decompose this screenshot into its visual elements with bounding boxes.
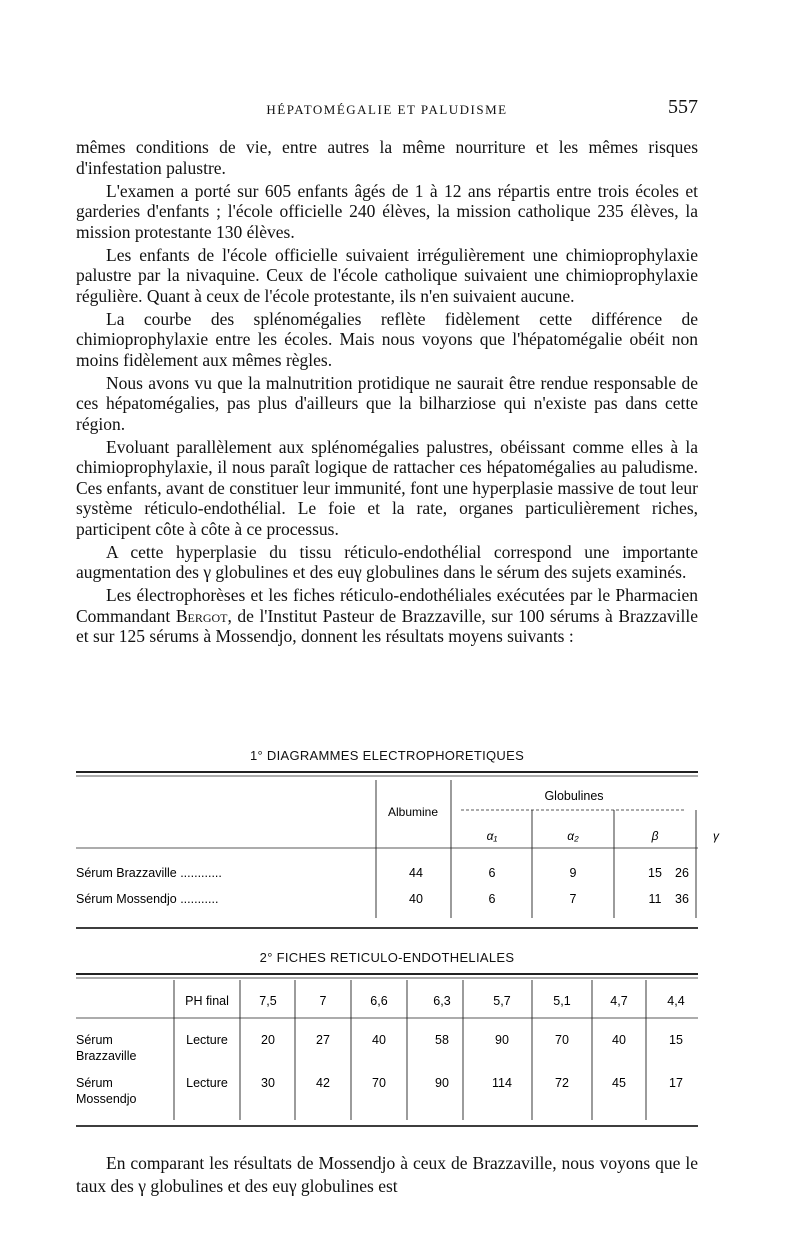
cell: 9 bbox=[569, 866, 577, 880]
ph-value: 6,6 bbox=[370, 994, 388, 1008]
cell: 70 bbox=[555, 1033, 569, 1047]
row-type: Lecture bbox=[186, 1076, 228, 1090]
cell: 72 bbox=[555, 1076, 569, 1090]
paragraph: Nous avons vu que la malnutrition protidique ne saurait être rendue responsable de ces hépatomégalies, pas plus d'ailleurs que la bilharziose qui n'existe pas dans cette région. bbox=[76, 372, 698, 434]
final-paragraph-block bbox=[76, 1152, 698, 1198]
row-label: Sérum Mossendjo ........... bbox=[76, 892, 219, 906]
paragraph-bergot bbox=[76, 585, 698, 647]
sub-beta: β bbox=[651, 829, 659, 843]
running-header bbox=[76, 96, 698, 126]
ph-value: 4,7 bbox=[610, 994, 628, 1008]
table1 bbox=[76, 768, 719, 930]
page-number: 557 bbox=[668, 96, 698, 118]
row-label: Sérum bbox=[76, 1076, 113, 1090]
cell: 17 bbox=[669, 1076, 683, 1090]
cell: 114 bbox=[492, 1076, 512, 1090]
cell: 36 bbox=[675, 892, 689, 906]
col-albumine: Albumine bbox=[387, 805, 439, 819]
ph-value: 5,7 bbox=[493, 994, 511, 1008]
sub-gamma: γ bbox=[713, 829, 719, 843]
row-label: Brazzaville bbox=[76, 1049, 137, 1063]
sub-alpha1: α₁ bbox=[486, 829, 498, 843]
cell: 40 bbox=[612, 1033, 626, 1047]
ph-value: 4,4 bbox=[667, 994, 685, 1008]
paragraph: A cette hyperplasie du tissu réticulo-endothélial correspond une importante augmentation des γ globulines et des euγ globulines dans le sérum des sujets examinés. bbox=[76, 541, 698, 582]
paragraph: Les enfants de l'école officielle suivaient irrégulièrement une chimioprophylaxie palustre par la nivaquine. Ceux de l'école catholique suivaient une chimioprophylaxie régulière. Quant à ceux de l'école protestante, ils n'en suivaient aucune. bbox=[76, 244, 698, 306]
cell: 45 bbox=[612, 1076, 626, 1090]
cell: 6 bbox=[488, 866, 496, 880]
cell: 42 bbox=[316, 1076, 330, 1090]
cell: 6 bbox=[488, 892, 496, 906]
paragraph: La courbe des splénomégalies reflète fidèlement cette différence de chimioprophylaxie entre les écoles. Mais nous voyons que l'hépatomégalie obéit non moins fidèlement aux mêmes règles. bbox=[76, 308, 698, 370]
table2-caption: 2° FICHES RETICULO-ENDOTHELIALES bbox=[259, 950, 515, 965]
paragraph-part: Les électrophorèses et les fiches réticulo-endothéliales exécutées par le Pharmacien Commandant bbox=[76, 585, 698, 626]
ph-value: 7,5 bbox=[259, 994, 277, 1008]
row-label: Mossendjo bbox=[76, 1092, 137, 1106]
cell: 58 bbox=[435, 1033, 449, 1047]
cell: 90 bbox=[435, 1076, 449, 1090]
cell: 40 bbox=[372, 1033, 386, 1047]
table1-caption: 1° DIAGRAMMES ELECTROPHORETIQUES bbox=[249, 748, 525, 763]
cell: 90 bbox=[495, 1033, 509, 1047]
body-text bbox=[76, 137, 698, 649]
ph-label: PH final bbox=[185, 994, 229, 1008]
cell: 30 bbox=[261, 1076, 275, 1090]
cell: 15 bbox=[669, 1033, 683, 1047]
cell: 7 bbox=[569, 892, 577, 906]
ph-value: 5,1 bbox=[553, 994, 571, 1008]
row-label: Sérum bbox=[76, 1033, 113, 1047]
paragraph: mêmes conditions de vie, entre autres la même nourriture et les mêmes risques d'infestation palustre. bbox=[76, 137, 698, 178]
sub-alpha2: α₂ bbox=[567, 829, 579, 843]
cell: 70 bbox=[372, 1076, 386, 1090]
cell: 27 bbox=[316, 1033, 330, 1047]
row-type: Lecture bbox=[186, 1033, 228, 1047]
cell: 15 bbox=[648, 866, 662, 880]
paragraph: En comparant les résultats de Mossendjo à ceux de Brazzaville, nous voyons que le taux des γ globulines et des euγ globulines est bbox=[76, 1153, 698, 1196]
col-globulines: Globulines bbox=[544, 789, 604, 803]
cell: 11 bbox=[648, 892, 662, 906]
cell: 20 bbox=[261, 1033, 275, 1047]
paragraph: L'examen a porté sur 605 enfants âgés de 1 à 12 ans répartis entre trois écoles et garderies d'enfants ; l'école officielle 240 élèves, la mission catholique 235 élèves, la mission protestante 130 élèves. bbox=[76, 180, 698, 242]
cell: 44 bbox=[409, 866, 423, 880]
ph-value: 7 bbox=[319, 994, 327, 1008]
cell: 40 bbox=[409, 892, 423, 906]
table2 bbox=[76, 970, 700, 1130]
paragraph: Evoluant parallèlement aux splénomégalies palustres, obéissant comme elles à la chimioprophylaxie, il nous paraît logique de rattacher ces hépatomégalies au paludisme. Ces enfants, avant de constituer leur immunité, font une hyperplasie massive de tout leur système réticulo-endothélial. Le foie et la rate, organes particulièrement riches, participent côte à côte à ce processus. bbox=[76, 436, 698, 539]
paragraph-part: , de l'Institut Pasteur de Brazzaville, sur 100 sérums à Brazzaville et sur 125 sérums à Mossendjo, donnent les résultats moyens suivants : bbox=[76, 605, 699, 646]
row-label: Sérum Brazzaville ............ bbox=[76, 866, 222, 880]
running-title: HÉPATOMÉGALIE ET PALUDISME bbox=[266, 102, 508, 117]
ph-value: 6,3 bbox=[433, 994, 451, 1008]
cell: 26 bbox=[675, 866, 689, 880]
author-name: Bergot bbox=[175, 605, 228, 626]
